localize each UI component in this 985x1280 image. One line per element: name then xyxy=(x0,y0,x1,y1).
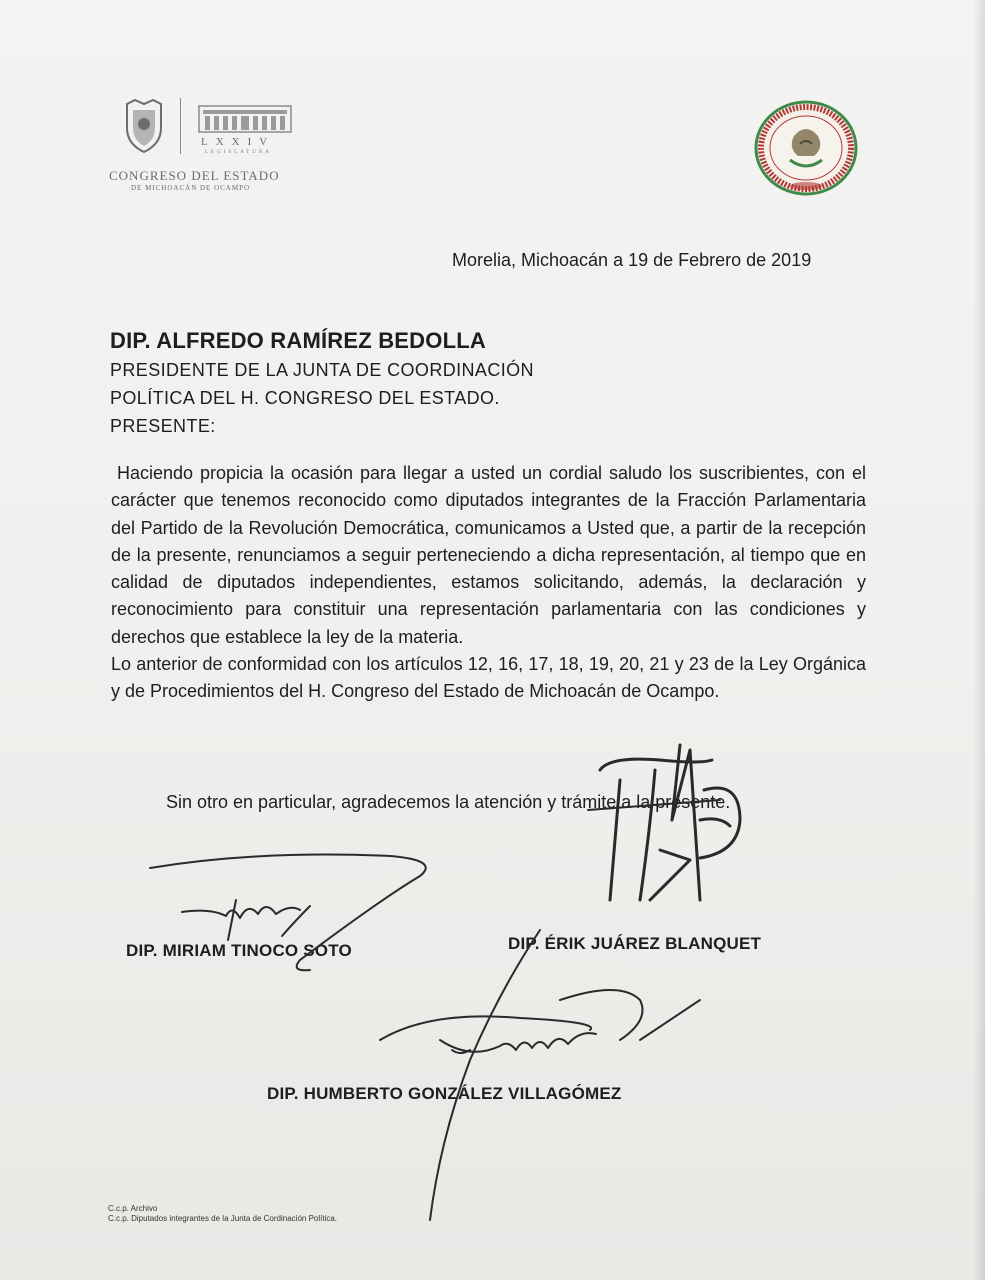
congress-subtitle: DE MICHOACÁN DE OCAMPO xyxy=(131,184,251,192)
recipient-block xyxy=(110,326,534,440)
signatory-erik: DIP. ÉRIK JUÁREZ BLANQUET xyxy=(508,934,762,953)
recipient-salutation: PRESENTE: xyxy=(110,416,216,436)
ccp-line-1: C.c.p. Archivo xyxy=(108,1204,158,1213)
page-shadow xyxy=(973,0,985,1280)
congress-logo xyxy=(105,96,315,196)
carbon-copy-block xyxy=(108,1204,337,1224)
letter-body xyxy=(111,460,866,706)
state-shield-icon xyxy=(121,98,167,154)
recipient-name: DIP. ALFREDO RAMÍREZ BEDOLLA xyxy=(110,328,486,353)
congress-building-icon xyxy=(197,102,293,134)
legislature-number: LXXIV xyxy=(201,136,276,148)
signature-humberto xyxy=(380,930,700,1220)
ccp-line-2: C.c.p. Diputados integrantes de la Junta de Cordinación Política. xyxy=(108,1214,338,1223)
body-paragraph-2: Lo anterior de conformidad con los artículos 12, 16, 17, 18, 19, 20, 21 y 23 de la Ley Orgánica y de Procedimientos del H. Congreso del Estado de Michoacán de Ocampo. xyxy=(111,654,866,702)
legislature-label: LEGISLATURA xyxy=(205,150,272,155)
body-paragraph-1: Haciendo propicia la ocasión para llegar a usted un cordial saludo los suscribientes, con el carácter que tenemos reconocido como diputados integrantes de la Fracción Parlamentaria del Partido de la Revolución Democrática, comunicamos a Usted que, a partir de la recepción de la presente, renunciamos a seguir perteneciendo a dicha representación, al tiempo que en calidad de diputados independientes, estamos solicitando, además, la declaración y reconocimiento para constituir una representación parlamentaria con las condiciones y derechos que establece la ley de la materia. xyxy=(111,463,866,647)
signatory-humberto: DIP. HUMBERTO GONZÁLEZ VILLAGÓMEZ xyxy=(267,1084,622,1103)
recipient-title-line-1: PRESIDENTE DE LA JUNTA DE COORDINACIÓN xyxy=(110,360,534,380)
congress-title: CONGRESO DEL ESTADO xyxy=(109,168,280,183)
official-seal-icon xyxy=(754,100,858,196)
closing-line: Sin otro en particular, agradecemos la atención y trámite a la presente. xyxy=(166,792,731,812)
recipient-title-line-2: POLÍTICA DEL H. CONGRESO DEL ESTADO. xyxy=(110,388,500,408)
logo-divider xyxy=(180,98,181,154)
date-line: Morelia, Michoacán a 19 de Febrero de 2019 xyxy=(452,250,812,270)
signatory-miriam: DIP. MIRIAM TINOCO SOTO xyxy=(126,941,352,960)
signature-erik xyxy=(588,745,740,900)
